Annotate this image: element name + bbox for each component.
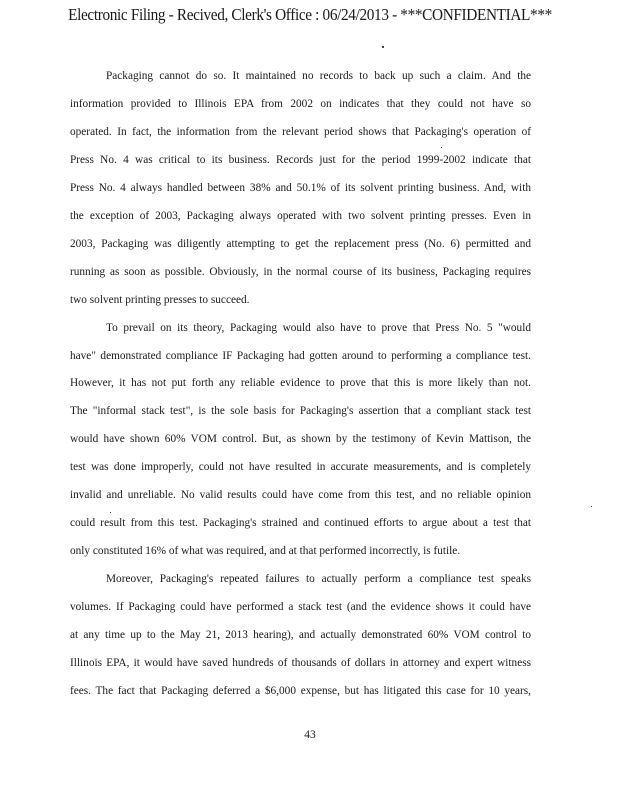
- scan-speck: [382, 46, 384, 48]
- text-line: test was done improperly, could not have resulted in accurate measurements, and is completely: [70, 461, 531, 474]
- scan-speck: [591, 506, 592, 507]
- text-line: Illinois EPA, it would have saved hundreds of thousands of dollars in attorney and expert witness: [70, 657, 531, 670]
- text-line: fees. The fact that Packaging deferred a $6,000 expense, but has litigated this case for 10 years,: [70, 684, 531, 697]
- scan-speck: [110, 512, 111, 513]
- text-line: would have shown 60% VOM control. But, as shown by the testimony of Kevin Mattison, the: [70, 433, 531, 446]
- text-line: invalid and unreliable. No valid results could have come from this test, and no reliable opinion: [70, 489, 531, 502]
- text-line: Press No. 4 was critical to its business. Records just for the period 1999-2002 indicate that: [70, 153, 531, 166]
- text-line: Press No. 4 always handled between 38% and 50.1% of its solvent printing business. And, with: [70, 181, 531, 194]
- text-line: only constituted 16% of what was required, and at that performed incorrectly, is futile.: [70, 545, 461, 558]
- text-line: However, it has not put forth any reliable evidence to prove that this is more likely than not.: [70, 377, 531, 390]
- page-number: 43: [304, 729, 316, 741]
- text-line: volumes. If Packaging could have performed a stack test (and the evidence shows it could have: [70, 601, 531, 614]
- text-line: running as soon as possible. Obviously, in the normal course of its business, Packaging requires: [70, 265, 531, 278]
- paragraph-2: [70, 315, 531, 567]
- text-line: Packaging cannot do so. It maintained no records to back up such a claim. And the: [106, 70, 531, 82]
- scan-speck: [441, 147, 442, 148]
- paragraph-1: [70, 63, 531, 315]
- text-line: operated. In fact, the information from the relevant period shows that Packaging's operation of: [70, 125, 531, 138]
- text-line: To prevail on its theory, Packaging would also have to prove that Press No. 5 "would: [106, 321, 531, 334]
- text-line: two solvent printing presses to succeed.: [70, 293, 250, 306]
- text-line: at any time up to the May 21, 2013 hearing), and actually demonstrated 60% VOM control to: [70, 629, 531, 642]
- document-body: [70, 63, 531, 706]
- text-line: 2003, Packaging was diligently attempting to get the replacement press (No. 6) permitted and: [70, 237, 531, 250]
- text-line: could result from this test. Packaging's strained and continued efforts to argue about a test that: [70, 517, 531, 530]
- text-line: have" demonstrated compliance IF Packaging had gotten around to performing a compliance test.: [70, 349, 531, 362]
- text-line: Moreover, Packaging's repeated failures to actually perform a compliance test speaks: [106, 573, 531, 586]
- text-line: The "informal stack test", is the sole basis for Packaging's assertion that a compliant stack test: [70, 405, 531, 418]
- text-line: the exception of 2003, Packaging always operated with two solvent printing presses. Even in: [70, 209, 531, 222]
- filing-stamp-header: Electronic Filing - Recived, Clerk's Office : 06/24/2013 - ***CONFIDENTIAL***: [68, 5, 552, 24]
- paragraph-3: [70, 566, 531, 706]
- text-line: information provided to Illinois EPA from 2002 on indicates that they could not have so: [70, 97, 531, 110]
